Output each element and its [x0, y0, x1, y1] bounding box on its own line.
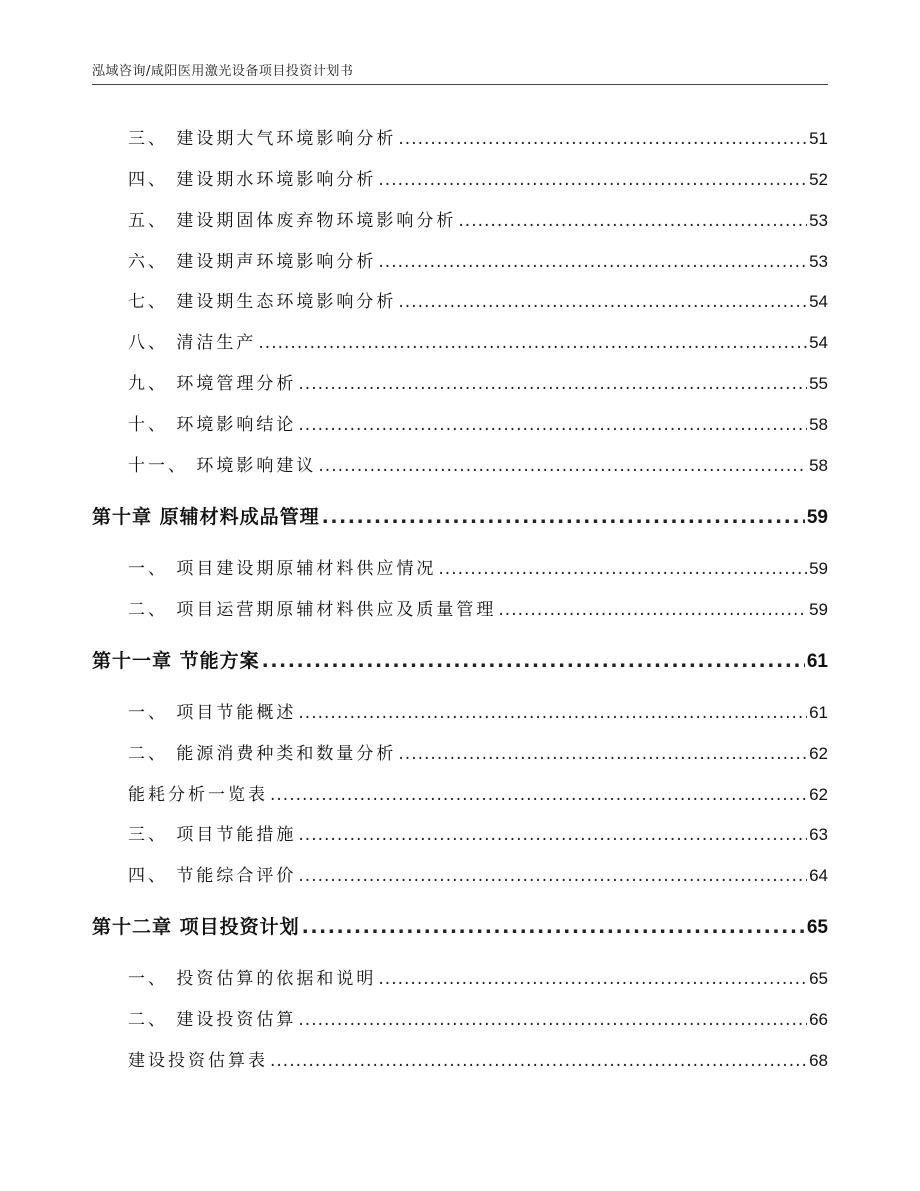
toc-entry-title: 十一、 环境影响建议 [128, 456, 317, 476]
toc-chapter-page: 59 [806, 507, 828, 528]
document-header: 泓域咨询/咸阳医用激光设备项目投资计划书 [92, 64, 354, 79]
toc-entry[interactable] [128, 739, 828, 764]
toc-leader-dots [378, 170, 807, 190]
toc-entry-page: 59 [809, 559, 828, 578]
toc-entry-title: 四、 建设期水环境影响分析 [128, 170, 377, 190]
toc-chapter-entry[interactable] [92, 912, 828, 939]
toc-leader-dots [298, 703, 807, 723]
toc-leader-dots [398, 129, 807, 149]
toc-entry-title: 四、 节能综合评价 [128, 866, 297, 886]
toc-entry-page: 52 [809, 170, 828, 189]
toc-entry-page: 53 [809, 252, 828, 271]
toc-leader-dots [298, 825, 807, 845]
toc-entry[interactable] [128, 124, 828, 149]
toc-entry-title: 三、 建设期大气环境影响分析 [128, 129, 397, 149]
toc-entry[interactable] [128, 595, 828, 620]
toc-entry-title: 一、 项目建设期原辅材料供应情况 [128, 559, 437, 579]
toc-entry[interactable] [128, 820, 828, 845]
toc-leader-dots [298, 1010, 807, 1030]
toc-entry-title: 二、 能源消费种类和数量分析 [128, 744, 397, 764]
toc-leader-dots [378, 252, 807, 272]
toc-entry-title: 一、 项目节能概述 [128, 703, 297, 723]
toc-entry-page: 58 [809, 456, 828, 475]
toc-entry-page: 63 [809, 825, 828, 844]
toc-entry[interactable] [128, 861, 828, 886]
toc-entry[interactable] [128, 247, 828, 272]
toc-entry[interactable] [128, 698, 828, 723]
header-divider [92, 84, 828, 85]
toc-entry-title: 能耗分析一览表 [128, 785, 268, 805]
toc-leader-dots [298, 374, 807, 394]
toc-leader-dots [438, 559, 807, 579]
toc-entry-page: 62 [809, 785, 828, 804]
toc-entry-page: 68 [809, 1051, 828, 1070]
toc-entry[interactable] [128, 554, 828, 579]
toc-entry-page: 61 [809, 703, 828, 722]
toc-entry[interactable] [128, 328, 828, 353]
toc-entry-page: 58 [809, 415, 828, 434]
toc-leader-dots [298, 415, 807, 435]
toc-chapter-title: 第十二章 项目投资计划 [92, 916, 300, 938]
toc-chapter-title: 第十章 原辅材料成品管理 [92, 506, 320, 528]
toc-chapter-entry[interactable] [92, 646, 828, 673]
toc-leader-dots [258, 333, 807, 353]
toc-leader-dots [262, 650, 805, 672]
toc-entry-title: 七、 建设期生态环境影响分析 [128, 292, 397, 312]
toc-leader-dots [398, 292, 807, 312]
toc-leader-dots [318, 456, 807, 476]
toc-entry-title: 九、 环境管理分析 [128, 374, 297, 394]
toc-leader-dots [270, 785, 807, 805]
toc-entry-page: 53 [809, 211, 828, 230]
toc-entry[interactable] [128, 410, 828, 435]
toc-chapter-page: 65 [806, 917, 828, 938]
toc-leader-dots [398, 744, 807, 764]
toc-entry-page: 54 [809, 292, 828, 311]
toc-entry-title: 三、 项目节能措施 [128, 825, 297, 845]
toc-leader-dots [498, 600, 807, 620]
toc-entry[interactable] [128, 1005, 828, 1030]
toc-entry-page: 55 [809, 374, 828, 393]
toc-leader-dots [322, 506, 805, 528]
toc-entry-title: 一、 投资估算的依据和说明 [128, 969, 377, 989]
toc-chapter-title: 第十一章 节能方案 [92, 650, 260, 672]
toc-entry-page: 65 [809, 969, 828, 988]
toc-entry-title: 建设投资估算表 [128, 1051, 268, 1071]
toc-chapter-page: 61 [806, 651, 828, 672]
toc-leader-dots [302, 916, 805, 938]
toc-entry-title: 二、 建设投资估算 [128, 1010, 297, 1030]
toc-entry-title: 八、 清洁生产 [128, 333, 257, 353]
toc-leader-dots [270, 1051, 807, 1071]
toc-entry[interactable] [128, 165, 828, 190]
toc-entry[interactable] [128, 451, 828, 476]
toc-entry-page: 59 [809, 600, 828, 619]
toc-entry-title: 五、 建设期固体废弃物环境影响分析 [128, 211, 457, 231]
toc-entry-page: 54 [809, 333, 828, 352]
toc-entry-title: 二、 项目运营期原辅材料供应及质量管理 [128, 600, 497, 620]
toc-entry[interactable] [128, 287, 828, 312]
toc-entry-page: 62 [809, 744, 828, 763]
toc-entry-page: 66 [809, 1010, 828, 1029]
toc-entry[interactable] [128, 206, 828, 231]
toc-entry-page: 51 [809, 129, 828, 148]
toc-chapter-entry[interactable] [92, 502, 828, 529]
toc-entry[interactable] [128, 1046, 828, 1071]
toc-entry[interactable] [128, 369, 828, 394]
toc-entry-title: 六、 建设期声环境影响分析 [128, 252, 377, 272]
toc-entry[interactable] [128, 780, 828, 805]
toc-leader-dots [378, 969, 807, 989]
toc-leader-dots [458, 211, 807, 231]
toc-entry-title: 十、 环境影响结论 [128, 415, 297, 435]
toc-leader-dots [298, 866, 807, 886]
toc-entry-page: 64 [809, 866, 828, 885]
toc-entry[interactable] [128, 964, 828, 989]
